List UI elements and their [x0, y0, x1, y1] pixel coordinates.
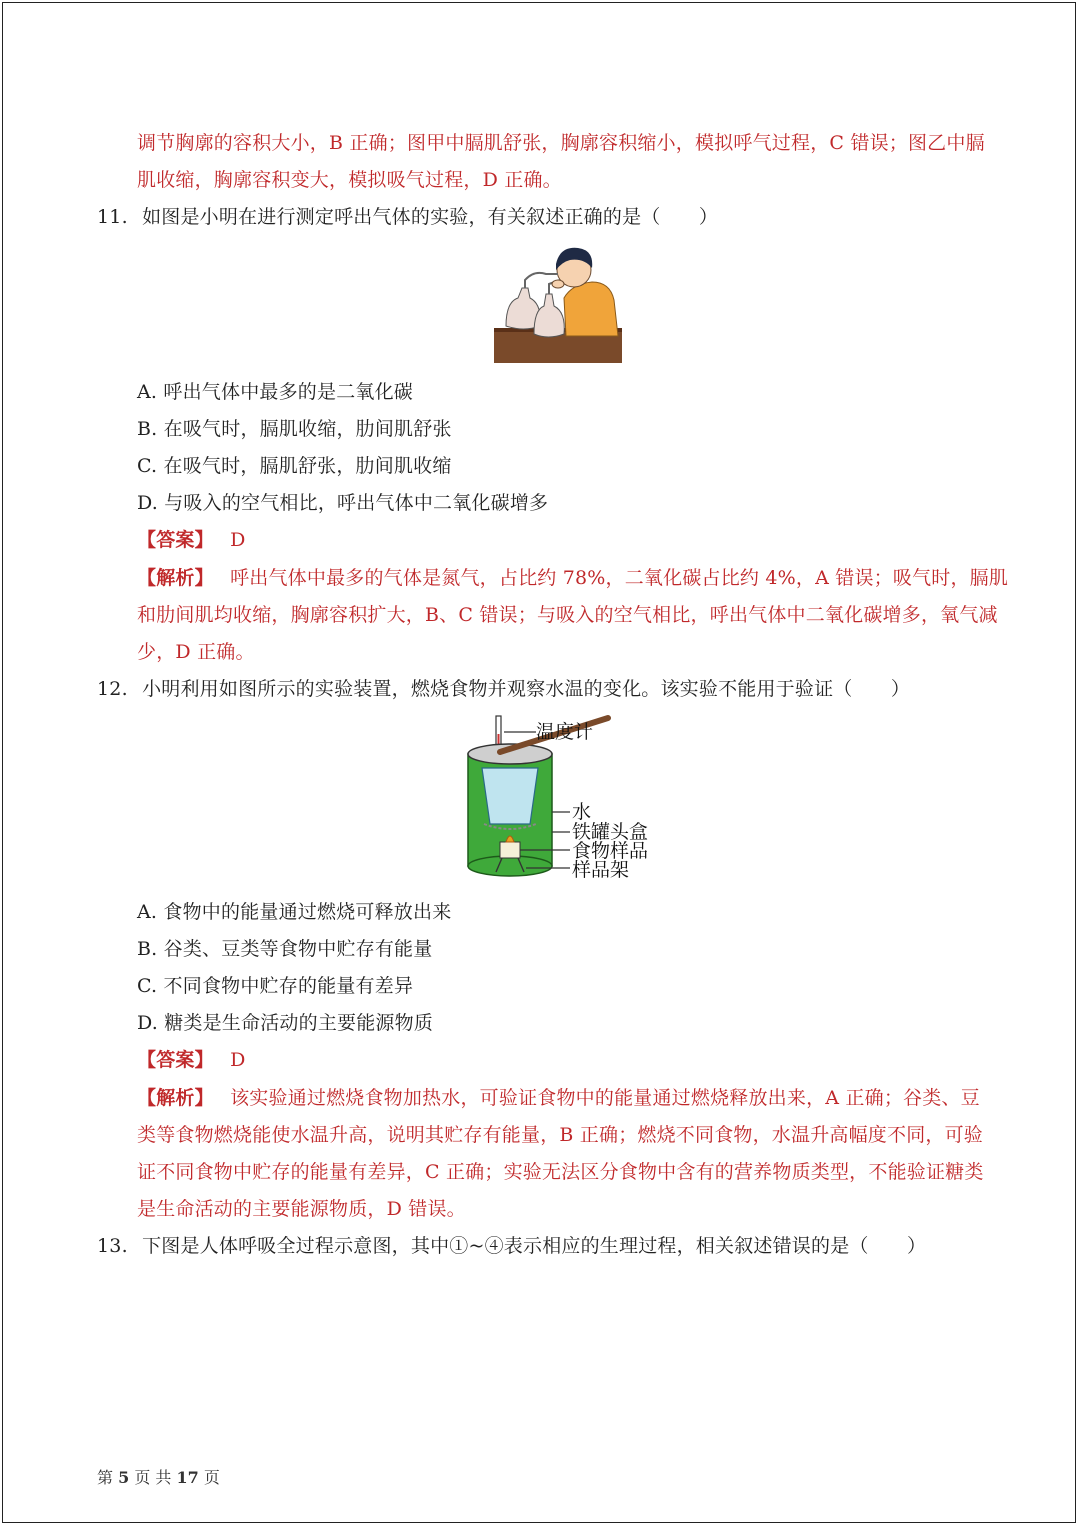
label-sample-holder: 样品架 [572, 859, 630, 881]
q11-analysis-line-2: 和肋间肌均收缩，胸廓容积扩大，B、C 错误；与吸入的空气相比，呼出气体中二氧化碳增多，氧气减 [137, 604, 998, 626]
footer-pre: 第 [97, 1468, 114, 1487]
analysis-text: 该实验通过燃烧食物加热水，可验证食物中的能量通过燃烧释放出来，A 正确；谷类、豆 [230, 1087, 980, 1109]
label-thermometer: 温度计 [536, 721, 594, 743]
boy-breathing-experiment-image [494, 240, 622, 363]
label-water: 水 [572, 801, 592, 823]
answer-value: D [230, 529, 246, 551]
page-footer [97, 1465, 220, 1488]
q11-option-d: D. 与吸入的空气相比，呼出气体中二氧化碳增多 [137, 492, 549, 514]
q13-stem-row [97, 1234, 926, 1258]
q12-analysis-line-2: 类等食物燃烧能使水温升高，说明其贮存有能量，B 正确；燃烧不同食物，水温升高幅度不同，可验 [137, 1124, 984, 1146]
q12-analysis-line-3: 证不同食物中贮存的能量有差异，C 正确；实验无法区分食物中含有的营养物质类型，不能验证糖类 [137, 1161, 984, 1183]
footer-mid: 页 共 [134, 1468, 172, 1487]
answer-tag: 【答案】 [137, 529, 214, 551]
analysis-tag: 【解析】 [137, 1087, 214, 1109]
q11-option-c: C. 在吸气时，膈肌舒张，肋间肌收缩 [137, 455, 452, 477]
q12-analysis-line-1 [137, 1086, 980, 1110]
q11-analysis-line-1 [137, 566, 1008, 590]
food-burning-apparatus-figure [460, 714, 660, 886]
analysis-tag: 【解析】 [137, 567, 214, 589]
label-iron-can: 铁罐头盒 [572, 821, 649, 843]
footer-page-number: 5 [118, 1468, 130, 1487]
q11-option-b: B. 在吸气时，膈肌收缩，肋间肌舒张 [137, 418, 452, 440]
analysis-text: 呼出气体中最多的气体是氮气，占比约 78%，二氧化碳占比约 4%，A 错误；吸气时，膈肌 [230, 567, 1009, 589]
q13-number: 13. [97, 1235, 128, 1257]
q12-option-d: D. 糖类是生命活动的主要能源物质 [137, 1012, 434, 1034]
label-food-sample: 食物样品 [572, 840, 649, 862]
prev-explanation-line-1: 调节胸廓的容积大小，B 正确；图甲中膈肌舒张，胸廓容积缩小，模拟呼气过程，C 错误；图乙中膈 [137, 132, 985, 154]
answer-value: D [230, 1049, 246, 1071]
q12-option-c: C. 不同食物中贮存的能量有差异 [137, 975, 414, 997]
q11-number: 11. [97, 206, 128, 228]
q12-number: 12. [97, 678, 128, 700]
q13-stem: 下图是人体呼吸全过程示意图，其中①~④表示相应的生理过程，相关叙述错误的是（ ） [142, 1235, 927, 1257]
q12-stem: 小明利用如图所示的实验装置，燃烧食物并观察水温的变化。该实验不能用于验证（ ） [142, 678, 911, 700]
footer-post: 页 [203, 1468, 220, 1487]
footer-total-pages: 17 [176, 1468, 199, 1487]
prev-explanation-line-2: 肌收缩，胸廓容积变大，模拟吸气过程，D 正确。 [137, 169, 562, 191]
q12-option-a: A. 食物中的能量通过燃烧可释放出来 [137, 901, 452, 923]
q11-answer [137, 528, 246, 552]
q12-answer [137, 1048, 246, 1072]
q12-option-b: B. 谷类、豆类等食物中贮存有能量 [137, 938, 433, 960]
q11-analysis-line-3: 少，D 正确。 [137, 641, 255, 663]
q11-stem-row [97, 205, 718, 229]
q11-option-a: A. 呼出气体中最多的是二氧化碳 [137, 381, 414, 403]
q11-stem: 如图是小明在进行测定呼出气体的实验，有关叙述正确的是（ ） [142, 206, 719, 228]
answer-tag: 【答案】 [137, 1049, 214, 1071]
q12-stem-row [97, 677, 910, 701]
q12-analysis-line-4: 是生命活动的主要能源物质，D 错误。 [137, 1198, 466, 1220]
